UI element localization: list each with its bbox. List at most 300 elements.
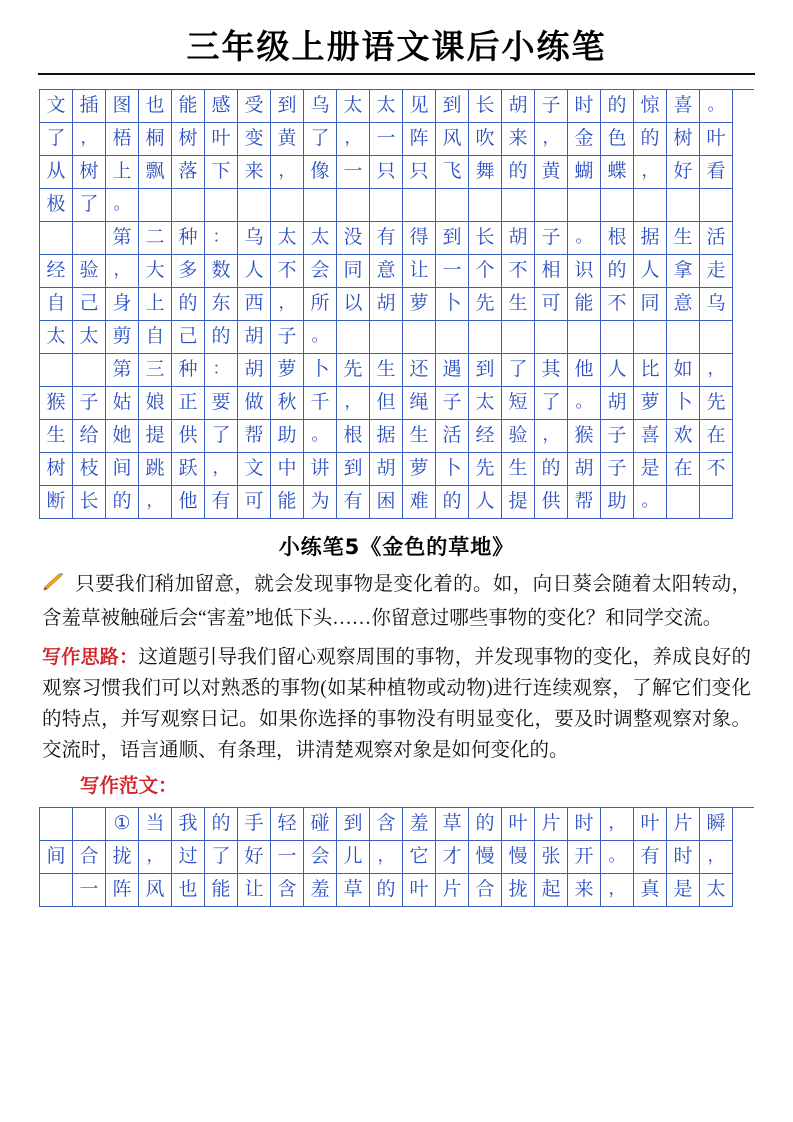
grid-cell: 树 — [172, 123, 205, 156]
grid-cell: 子 — [271, 321, 304, 354]
grid-cell: 拢 — [106, 841, 139, 874]
grid-cell: 来 — [238, 156, 271, 189]
grid-cell — [73, 222, 106, 255]
grid-cell: 只 — [370, 156, 403, 189]
grid-cell: 能 — [205, 874, 238, 907]
handwriting-grid-bottom — [39, 807, 754, 907]
grid-top-row — [40, 321, 754, 354]
grid-cell: 太 — [304, 222, 337, 255]
grid-cell: 喜 — [667, 90, 700, 123]
grid-cell — [469, 189, 502, 222]
grid-cell: 在 — [667, 453, 700, 486]
grid-cell: 难 — [403, 486, 436, 519]
grid-cell: 。 — [304, 420, 337, 453]
grid-cell: 从 — [40, 156, 73, 189]
title-block — [38, 26, 755, 75]
grid-cell: 下 — [205, 156, 238, 189]
grid-cell: 得 — [403, 222, 436, 255]
grid-cell: 三 — [139, 354, 172, 387]
grid-cell: 子 — [601, 453, 634, 486]
grid-bottom-row — [40, 841, 754, 874]
grid-cell — [634, 189, 667, 222]
grid-cell: 萝 — [634, 387, 667, 420]
grid-top-row — [40, 354, 754, 387]
grid-cell: 间 — [106, 453, 139, 486]
grid-cell: 生 — [40, 420, 73, 453]
grid-cell: 生 — [502, 453, 535, 486]
grid-cell: 金 — [568, 123, 601, 156]
grid-cell: 有 — [634, 841, 667, 874]
grid-cell: 的 — [172, 288, 205, 321]
grid-cell: 到 — [469, 354, 502, 387]
grid-cell: 助 — [271, 420, 304, 453]
grid-cell: 草 — [337, 874, 370, 907]
grid-cell — [568, 321, 601, 354]
grid-cell: 合 — [73, 841, 106, 874]
grid-cell: 的 — [502, 156, 535, 189]
grid-cell: 当 — [139, 808, 172, 841]
grid-cell: 短 — [502, 387, 535, 420]
grid-cell: 个 — [469, 255, 502, 288]
grid-cell: 断 — [40, 486, 73, 519]
grid-cell: 好 — [667, 156, 700, 189]
grid-cell: 能 — [172, 90, 205, 123]
grid-cell: 卜 — [667, 387, 700, 420]
grid-cell: 片 — [436, 874, 469, 907]
grid-cell: 秋 — [271, 387, 304, 420]
grid-cell: 走 — [700, 255, 733, 288]
grid-cell — [73, 808, 106, 841]
grid-cell: ， — [337, 387, 370, 420]
grid-cell: 。 — [601, 841, 634, 874]
grid-cell: 来 — [568, 874, 601, 907]
grid-cell: 叶 — [502, 808, 535, 841]
grid-cell: 的 — [535, 453, 568, 486]
grid-cell: 提 — [139, 420, 172, 453]
grid-cell: 供 — [535, 486, 568, 519]
section-heading: 小练笔5《金色的草地》 — [278, 535, 515, 560]
grid-cell: 的 — [634, 123, 667, 156]
grid-cell: 起 — [535, 874, 568, 907]
grid-cell: 的 — [370, 874, 403, 907]
grid-cell: 可 — [535, 288, 568, 321]
grid-cell: 合 — [469, 874, 502, 907]
grid-top-row — [40, 123, 754, 156]
grid-cell — [436, 321, 469, 354]
grid-cell: 时 — [568, 90, 601, 123]
grid-cell: ， — [601, 808, 634, 841]
grid-cell: 她 — [106, 420, 139, 453]
grid-cell: ， — [139, 841, 172, 874]
grid-cell: 极 — [40, 189, 73, 222]
grid-cell: 人 — [601, 354, 634, 387]
grid-cell — [40, 354, 73, 387]
grid-cell: 了 — [205, 841, 238, 874]
idea-paragraph — [42, 642, 751, 766]
grid-cell: 猴 — [40, 387, 73, 420]
grid-cell: 有 — [205, 486, 238, 519]
grid-cell: 间 — [40, 841, 73, 874]
grid-cell: 数 — [205, 255, 238, 288]
grid-cell: 但 — [370, 387, 403, 420]
grid-cell: 他 — [568, 354, 601, 387]
grid-cell: 己 — [73, 288, 106, 321]
grid-cell: 困 — [370, 486, 403, 519]
grid-cell: 它 — [403, 841, 436, 874]
grid-cell: 一 — [73, 874, 106, 907]
grid-cell: 先 — [469, 288, 502, 321]
grid-cell: 欢 — [667, 420, 700, 453]
grid-top-row — [40, 189, 754, 222]
grid-cell: 子 — [535, 90, 568, 123]
grid-cell: 羞 — [304, 874, 337, 907]
grid-cell: 长 — [469, 90, 502, 123]
grid-cell: 不 — [502, 255, 535, 288]
grid-cell: 慢 — [502, 841, 535, 874]
grid-cell — [700, 486, 733, 519]
grid-cell: 生 — [370, 354, 403, 387]
grid-cell: 也 — [139, 90, 172, 123]
grid-cell: 吹 — [469, 123, 502, 156]
grid-cell: ： — [205, 222, 238, 255]
grid-cell — [337, 321, 370, 354]
grid-top-row — [40, 420, 754, 453]
grid-cell: 以 — [337, 288, 370, 321]
grid-cell: 猴 — [568, 420, 601, 453]
grid-cell: 给 — [73, 420, 106, 453]
grid-cell: 的 — [601, 90, 634, 123]
grid-cell: 子 — [436, 387, 469, 420]
grid-cell: 第 — [106, 354, 139, 387]
pencil-icon — [42, 572, 68, 603]
grid-cell: 舞 — [469, 156, 502, 189]
grid-cell: 过 — [172, 841, 205, 874]
grid-cell: ， — [205, 453, 238, 486]
grid-cell — [172, 189, 205, 222]
grid-cell: 胡 — [568, 453, 601, 486]
grid-cell: 只 — [403, 156, 436, 189]
grid-cell: 。 — [568, 222, 601, 255]
grid-cell: 。 — [568, 387, 601, 420]
grid-cell: 太 — [337, 90, 370, 123]
grid-cell: 可 — [238, 486, 271, 519]
grid-cell — [502, 189, 535, 222]
grid-cell: 娘 — [139, 387, 172, 420]
grid-cell: 种 — [172, 354, 205, 387]
grid-cell — [700, 189, 733, 222]
grid-cell: 叶 — [634, 808, 667, 841]
grid-cell: 生 — [667, 222, 700, 255]
grid-cell: 帮 — [568, 486, 601, 519]
grid-bottom-row — [40, 808, 754, 841]
grid-cell: ， — [634, 156, 667, 189]
grid-cell: 时 — [568, 808, 601, 841]
grid-cell — [436, 189, 469, 222]
grid-cell: 羞 — [403, 808, 436, 841]
grid-cell: 多 — [172, 255, 205, 288]
grid-cell: 飞 — [436, 156, 469, 189]
grid-cell: 树 — [73, 156, 106, 189]
grid-cell: 才 — [436, 841, 469, 874]
grid-cell: 二 — [139, 222, 172, 255]
grid-cell: 先 — [469, 453, 502, 486]
grid-cell: 太 — [370, 90, 403, 123]
grid-cell: 有 — [337, 486, 370, 519]
grid-cell: ， — [535, 420, 568, 453]
grid-cell — [73, 354, 106, 387]
grid-cell: 碰 — [304, 808, 337, 841]
grid-cell: 人 — [634, 255, 667, 288]
grid-cell: 手 — [238, 808, 271, 841]
grid-cell: 好 — [238, 841, 271, 874]
grid-cell: 见 — [403, 90, 436, 123]
grid-cell: 如 — [667, 354, 700, 387]
grid-cell: 为 — [304, 486, 337, 519]
grid-cell: 生 — [502, 288, 535, 321]
grid-cell: 讲 — [304, 453, 337, 486]
grid-cell: 看 — [700, 156, 733, 189]
grid-cell: ， — [271, 288, 304, 321]
grid-cell: 萝 — [271, 354, 304, 387]
grid-cell: 太 — [469, 387, 502, 420]
grid-cell — [667, 189, 700, 222]
grid-cell: 树 — [667, 123, 700, 156]
grid-top-row — [40, 453, 754, 486]
grid-cell: 的 — [469, 808, 502, 841]
grid-cell: 身 — [106, 288, 139, 321]
idea-label: 写作思路： — [42, 646, 139, 669]
grid-cell — [667, 321, 700, 354]
grid-cell: ， — [271, 156, 304, 189]
grid-cell: 黄 — [535, 156, 568, 189]
grid-cell: ， — [139, 486, 172, 519]
grid-cell: 太 — [271, 222, 304, 255]
grid-cell: 所 — [304, 288, 337, 321]
grid-cell: 太 — [73, 321, 106, 354]
grid-cell — [238, 189, 271, 222]
grid-cell: 我 — [172, 808, 205, 841]
grid-cell: 叶 — [205, 123, 238, 156]
grid-cell: 太 — [700, 874, 733, 907]
grid-cell — [40, 222, 73, 255]
grid-cell: 片 — [667, 808, 700, 841]
grid-cell: 胡 — [502, 222, 535, 255]
grid-top-row — [40, 288, 754, 321]
grid-cell: 文 — [40, 90, 73, 123]
grid-cell: 蝴 — [568, 156, 601, 189]
grid-cell: ， — [601, 874, 634, 907]
grid-cell: 长 — [469, 222, 502, 255]
grid-top-row — [40, 90, 754, 123]
grid-cell: ① — [106, 808, 139, 841]
grid-cell: 遇 — [436, 354, 469, 387]
grid-cell — [568, 189, 601, 222]
grid-cell: 胡 — [502, 90, 535, 123]
grid-cell: 感 — [205, 90, 238, 123]
grid-cell: 慢 — [469, 841, 502, 874]
grid-cell: 能 — [271, 486, 304, 519]
grid-cell: 文 — [238, 453, 271, 486]
grid-cell: 其 — [535, 354, 568, 387]
grid-cell: 比 — [634, 354, 667, 387]
grid-cell: 像 — [304, 156, 337, 189]
grid-cell: 先 — [337, 354, 370, 387]
grid-cell: 胡 — [370, 453, 403, 486]
grid-cell — [304, 189, 337, 222]
grid-cell: 含 — [271, 874, 304, 907]
grid-cell: 开 — [568, 841, 601, 874]
grid-cell: 子 — [73, 387, 106, 420]
grid-cell: 跃 — [172, 453, 205, 486]
grid-cell: 叶 — [700, 123, 733, 156]
grid-cell — [667, 486, 700, 519]
grid-cell: 阵 — [106, 874, 139, 907]
grid-cell: 乌 — [304, 90, 337, 123]
prompt-text: 只要我们稍加留意，就会发现事物是变化着的。如，向日葵会随着太阳转动，含羞草被触碰后会“害羞”地低下头……你留意过哪些事物的变化？和同学交流。 — [42, 574, 751, 630]
grid-cell: ， — [370, 841, 403, 874]
grid-cell: 剪 — [106, 321, 139, 354]
grid-cell: 人 — [238, 255, 271, 288]
grid-cell — [40, 808, 73, 841]
grid-cell: 是 — [634, 453, 667, 486]
grid-cell: 让 — [238, 874, 271, 907]
grid-cell: 卜 — [436, 453, 469, 486]
grid-cell: 儿 — [337, 841, 370, 874]
grid-cell: 拢 — [502, 874, 535, 907]
grid-cell: 自 — [40, 288, 73, 321]
grid-cell: ， — [700, 841, 733, 874]
grid-cell: 时 — [667, 841, 700, 874]
grid-cell: 。 — [304, 321, 337, 354]
grid-cell: 的 — [601, 255, 634, 288]
handwriting-grid-top — [39, 89, 754, 519]
grid-cell: 同 — [337, 255, 370, 288]
grid-cell — [271, 189, 304, 222]
grid-cell: 没 — [337, 222, 370, 255]
grid-cell: 风 — [139, 874, 172, 907]
grid-cell — [502, 321, 535, 354]
grid-cell — [634, 321, 667, 354]
grid-cell: 长 — [73, 486, 106, 519]
grid-cell: 经 — [40, 255, 73, 288]
grid-cell: 绳 — [403, 387, 436, 420]
grid-cell: 己 — [172, 321, 205, 354]
grid-cell — [469, 321, 502, 354]
grid-cell: 乌 — [238, 222, 271, 255]
grid-cell: 据 — [370, 420, 403, 453]
grid-cell: 黄 — [271, 123, 304, 156]
grid-cell: 了 — [205, 420, 238, 453]
grid-cell: 了 — [73, 189, 106, 222]
grid-cell: 人 — [469, 486, 502, 519]
grid-cell: 上 — [139, 288, 172, 321]
grid-cell — [337, 189, 370, 222]
grid-cell: 的 — [436, 486, 469, 519]
sample-label: 写作范文： — [80, 774, 178, 798]
grid-cell — [535, 189, 568, 222]
grid-top-row — [40, 222, 754, 255]
grid-top-row — [40, 486, 754, 519]
grid-cell: 会 — [304, 841, 337, 874]
grid-cell: 还 — [403, 354, 436, 387]
grid-cell: 落 — [172, 156, 205, 189]
grid-cell: 胡 — [370, 288, 403, 321]
grid-cell: 意 — [667, 288, 700, 321]
grid-cell: 萝 — [403, 453, 436, 486]
grid-cell: 到 — [271, 90, 304, 123]
grid-cell: 到 — [337, 808, 370, 841]
grid-cell: 据 — [634, 222, 667, 255]
grid-cell: 风 — [436, 123, 469, 156]
grid-cell: 第 — [106, 222, 139, 255]
grid-cell — [370, 321, 403, 354]
grid-cell: 片 — [535, 808, 568, 841]
grid-cell — [139, 189, 172, 222]
grid-cell: 根 — [337, 420, 370, 453]
grid-cell: 胡 — [601, 387, 634, 420]
grid-cell: 一 — [370, 123, 403, 156]
grid-cell: 活 — [436, 420, 469, 453]
grid-cell: 中 — [271, 453, 304, 486]
grid-cell: 太 — [40, 321, 73, 354]
grid-cell — [403, 189, 436, 222]
grid-cell: 跳 — [139, 453, 172, 486]
grid-cell: 也 — [172, 874, 205, 907]
grid-cell: 他 — [172, 486, 205, 519]
grid-cell: ： — [205, 354, 238, 387]
grid-cell: 根 — [601, 222, 634, 255]
grid-cell: 。 — [634, 486, 667, 519]
grid-cell — [370, 189, 403, 222]
grid-cell: 了 — [304, 123, 337, 156]
grid-cell: 要 — [205, 387, 238, 420]
grid-cell: 树 — [40, 453, 73, 486]
grid-top-row — [40, 156, 754, 189]
grid-cell: 自 — [139, 321, 172, 354]
grid-cell: 色 — [601, 123, 634, 156]
grid-cell: 验 — [502, 420, 535, 453]
grid-cell: 会 — [304, 255, 337, 288]
grid-cell: 草 — [436, 808, 469, 841]
grid-cell: 帮 — [238, 420, 271, 453]
grid-cell: 喜 — [634, 420, 667, 453]
grid-cell: 桐 — [139, 123, 172, 156]
grid-bottom-row — [40, 874, 754, 907]
grid-cell: 意 — [370, 255, 403, 288]
grid-cell: 大 — [139, 255, 172, 288]
grid-cell — [700, 321, 733, 354]
grid-cell: 卜 — [304, 354, 337, 387]
grid-cell: 了 — [502, 354, 535, 387]
grid-cell — [601, 321, 634, 354]
grid-cell: 供 — [172, 420, 205, 453]
grid-cell: 生 — [403, 420, 436, 453]
idea-text: 这道题引导我们留心观察周围的事物，并发现事物的变化，养成良好的观察习惯我们可以对熟悉的事物(如某种植物或动物)进行连续观察，了解它们变化的特点，并写观察日记。如果你选择的事物没有明显变化，要及时调整观察对象。交流时，语言通顺、有条理，讲清楚观察对象是如何变化的。 — [42, 647, 751, 762]
grid-cell: 了 — [535, 387, 568, 420]
grid-cell: 是 — [667, 874, 700, 907]
grid-cell: 乌 — [700, 288, 733, 321]
grid-cell: 让 — [403, 255, 436, 288]
grid-cell: 的 — [205, 808, 238, 841]
grid-cell: 识 — [568, 255, 601, 288]
grid-cell: 子 — [535, 222, 568, 255]
grid-cell: 。 — [106, 189, 139, 222]
grid-cell: 种 — [172, 222, 205, 255]
grid-cell: 助 — [601, 486, 634, 519]
grid-cell: 叶 — [403, 874, 436, 907]
grid-cell: 的 — [106, 486, 139, 519]
grid-cell: 相 — [535, 255, 568, 288]
